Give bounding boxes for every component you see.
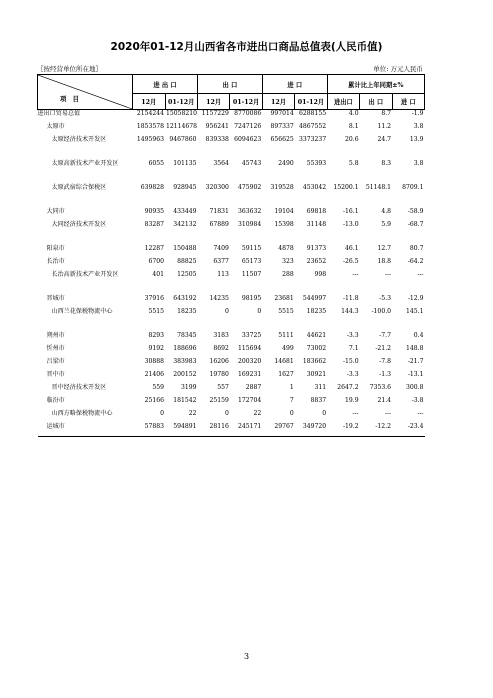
table-cell: 3564 (213, 160, 229, 167)
table-cell: 23681 (274, 295, 294, 302)
table-cell: 29767 (262, 423, 294, 437)
table-row (38, 160, 425, 184)
table-cell: 656625 (270, 136, 294, 143)
row-label: 太原经济技术开发区 (51, 136, 107, 143)
table-cell: 6094623 (234, 136, 262, 143)
table-cell: --- (384, 410, 392, 417)
table-cell: 188696 (173, 345, 197, 352)
table-cell: 323 (282, 258, 294, 265)
table-cell: 8709.1 (402, 184, 424, 191)
table-cell: 1627 (278, 371, 294, 378)
table-cell: 310984 (238, 221, 262, 228)
table-cell: 5.9 (381, 221, 392, 228)
table-cell: 57883 (133, 423, 165, 437)
table-cell: 3.8 (413, 160, 424, 167)
table-cell: 0 (289, 410, 294, 417)
table-row (38, 184, 425, 208)
table-cell: -19.2 (327, 423, 359, 437)
table-cell: 245171 (230, 423, 262, 437)
table-cell: 0 (322, 410, 327, 417)
export-ytd-header: 01-12月 (230, 94, 262, 110)
import-month-header: 12月 (262, 94, 294, 110)
table-cell: 169231 (238, 371, 262, 378)
table-cell: -64.2 (407, 258, 424, 265)
table-cell: 288 (282, 271, 294, 278)
table-cell: 12114678 (166, 123, 198, 130)
table-cell: 544997 (302, 295, 327, 302)
table-cell: 88825 (177, 258, 197, 265)
table-row (38, 423, 425, 437)
table-cell: 499 (282, 345, 294, 352)
row-label: 阳泉市 (46, 245, 65, 252)
table-cell: 8770086 (234, 110, 262, 117)
table-cell: -1.3 (379, 371, 392, 378)
table-cell: 839338 (205, 136, 229, 143)
table-cell: 342132 (173, 221, 197, 228)
table-cell: 897337 (270, 123, 294, 130)
diagonal-line-icon (38, 75, 132, 109)
table-cell: 1853578 (136, 123, 165, 130)
table-cell: 5515 (278, 308, 294, 315)
table-cell: 319528 (270, 184, 294, 191)
table-cell: 19780 (209, 371, 229, 378)
table-cell: 6377 (213, 258, 229, 265)
table-cell: 0.4 (413, 332, 424, 339)
total-group-header: 进 出 口 (133, 75, 198, 94)
table-cell: 5515 (148, 308, 165, 315)
table-cell: 83287 (144, 221, 165, 228)
table-cell: 19.9 (345, 397, 359, 404)
table-cell: 14681 (274, 358, 294, 365)
table-cell: 11.2 (377, 123, 392, 130)
table-row (38, 410, 425, 423)
table-cell: -3.8 (411, 397, 424, 404)
table-cell: 4.8 (381, 208, 392, 215)
table-cell: 69818 (306, 208, 327, 215)
table-row (38, 258, 425, 271)
table-cell: -26.5 (342, 258, 359, 265)
item-header (38, 75, 133, 110)
row-label: 太原市 (46, 123, 65, 130)
growth-group-header: 累计比上年同期±% (327, 75, 424, 94)
growth-import-header: 进 口 (392, 94, 424, 110)
row-label: 朔州市 (46, 332, 65, 339)
growth-total-header: 进出口 (327, 94, 359, 110)
table-cell: 1 (289, 384, 294, 391)
row-label: 晋城市 (46, 295, 65, 302)
table-cell: 2887 (245, 384, 262, 391)
table-cell: --- (352, 271, 359, 278)
table-cell: 639828 (140, 184, 165, 191)
table-cell: 7 (289, 397, 294, 404)
table-cell: -11.8 (342, 295, 359, 302)
table-cell: --- (384, 271, 392, 278)
table-cell: 956241 (205, 123, 229, 130)
table-cell: 12287 (144, 245, 165, 252)
table-row (38, 358, 425, 371)
trade-table (37, 74, 425, 437)
table-cell: 311 (314, 384, 327, 391)
growth-export-header: 出 口 (360, 94, 392, 110)
table-cell: 30888 (144, 358, 165, 365)
table-cell: 4867552 (299, 123, 327, 130)
table-cell: 8837 (310, 397, 327, 404)
row-label: 进出口贸易总值 (37, 110, 81, 117)
table-cell: 20.6 (345, 136, 359, 143)
table-cell: -1.9 (411, 110, 424, 117)
table-cell: 0 (160, 410, 165, 417)
table-cell: 8.1 (348, 123, 359, 130)
table-row (38, 332, 425, 345)
table-cell: 28116 (197, 423, 229, 437)
unit-note: 单位: 万元人民币 (373, 65, 423, 73)
row-label: 太原武宿综合保税区 (51, 184, 107, 191)
table-cell: 145.1 (406, 308, 424, 315)
table-cell: 475902 (238, 184, 262, 191)
page-number: 3 (243, 652, 250, 661)
table-cell: 453042 (302, 184, 327, 191)
table-cell: 51148.1 (365, 184, 392, 191)
table-cell: 320300 (205, 184, 229, 191)
import-group-header: 进 口 (262, 75, 327, 94)
table-row (38, 110, 425, 124)
table-cell: -16.1 (342, 208, 359, 215)
table-cell: 18.8 (377, 258, 392, 265)
table-row (38, 221, 425, 245)
table-cell: 78345 (177, 332, 197, 339)
table-cell: 7353.6 (369, 384, 392, 391)
table-cell: 31148 (306, 221, 327, 228)
table-cell: 928945 (173, 184, 197, 191)
row-label: 临汾市 (46, 397, 65, 404)
table-row (38, 123, 425, 136)
table-cell: 557 (217, 384, 229, 391)
table-cell: 37916 (144, 295, 165, 302)
table-cell: 594891 (165, 423, 197, 437)
table-cell: 30921 (306, 371, 327, 378)
total-month-header: 12月 (133, 94, 165, 110)
table-cell: 349720 (295, 423, 327, 437)
basis-note: 〖按经营单位所在地〗 (37, 65, 102, 73)
page-title: 2020年01-12月山西省各市进出口商品总值表(人民币值) (110, 41, 383, 53)
table-row (38, 208, 425, 221)
table-cell: 12505 (177, 271, 197, 278)
table-cell: 67889 (209, 221, 229, 228)
export-month-header: 12月 (197, 94, 229, 110)
table-cell: 65173 (241, 258, 262, 265)
table-cell: 5.8 (348, 160, 359, 167)
total-ytd-header: 01-12月 (165, 94, 197, 110)
table-cell: -12.2 (360, 423, 392, 437)
table-cell: 6288155 (299, 110, 327, 117)
row-label: 长治高新技术产业开发区 (51, 271, 119, 278)
table-cell: 45743 (241, 160, 262, 167)
table-cell: --- (417, 410, 424, 417)
table-cell: 0 (224, 308, 229, 315)
table-cell: 44621 (306, 332, 327, 339)
table-cell: -12.9 (407, 295, 424, 302)
table-cell: 6700 (148, 258, 165, 265)
table-row (38, 384, 425, 397)
table-cell: 0 (224, 410, 229, 417)
table-cell: 9467860 (169, 136, 197, 143)
table-cell: -58.9 (407, 208, 424, 215)
table-cell: 7409 (213, 245, 229, 252)
table-cell: 71831 (209, 208, 229, 215)
table-row (38, 136, 425, 160)
row-label: 长治市 (46, 258, 65, 265)
table-cell: 3199 (180, 384, 197, 391)
table-cell: -5.3 (379, 295, 392, 302)
table-cell: 643192 (173, 295, 197, 302)
table-cell: 90935 (144, 208, 165, 215)
table-row (38, 245, 425, 258)
table-cell: -13.1 (407, 371, 424, 378)
table-cell: 8692 (213, 345, 229, 352)
table-cell: 113 (217, 271, 229, 278)
table-cell: 7247126 (234, 123, 262, 130)
table-cell: 15398 (274, 221, 294, 228)
table-cell: 46.1 (345, 245, 359, 252)
table-cell: 7.1 (348, 345, 359, 352)
import-ytd-header: 01-12月 (295, 94, 327, 110)
table-cell: -68.7 (407, 221, 424, 228)
export-group-header: 出 口 (197, 75, 262, 94)
table-cell: 25166 (144, 397, 165, 404)
table-row (38, 397, 425, 410)
table-cell: 433449 (173, 208, 197, 215)
table-cell: 15058210 (166, 110, 198, 117)
table-row (38, 295, 425, 308)
table-cell: 2647.2 (337, 384, 359, 391)
table-cell: 8293 (148, 332, 165, 339)
table-cell: 16206 (209, 358, 229, 365)
table-cell: 200152 (173, 371, 197, 378)
table-cell: 1157229 (201, 110, 229, 117)
table-cell: 363632 (238, 208, 262, 215)
row-label: 山西兰花保税物流中心 (51, 308, 113, 315)
table-cell: 3183 (213, 332, 229, 339)
table-cell: 997014 (270, 110, 294, 117)
row-label: 运城市 (38, 423, 133, 437)
table-row (38, 271, 425, 295)
row-label: 太原高新技术产业开发区 (51, 160, 119, 167)
table-cell: 383983 (173, 358, 197, 365)
table-cell: 2490 (278, 160, 294, 167)
table-cell: 6055 (148, 160, 165, 167)
table-cell: 91373 (306, 245, 327, 252)
table-cell: 98195 (241, 295, 262, 302)
table-cell: 15200.1 (333, 184, 359, 191)
table-cell: 115694 (238, 345, 262, 352)
table-cell: 401 (152, 271, 165, 278)
table-cell: 21.4 (377, 397, 392, 404)
table-cell: 150488 (173, 245, 197, 252)
table-cell: 998 (314, 271, 327, 278)
table-cell: 80.7 (409, 245, 424, 252)
table-cell: 1495963 (136, 136, 165, 143)
table-cell: -21.2 (375, 345, 392, 352)
table-cell: -13.0 (342, 221, 359, 228)
row-label: 大同市 (46, 208, 65, 215)
table-cell: 148.8 (406, 345, 424, 352)
table-body (38, 110, 425, 437)
table-cell: -7.7 (379, 332, 392, 339)
table-cell: 172704 (238, 397, 262, 404)
table-cell: 55393 (306, 160, 327, 167)
table-cell: -7.8 (379, 358, 392, 365)
row-label: 晋中经济技术开发区 (51, 384, 107, 391)
table-cell: -3.3 (346, 332, 359, 339)
table-cell: 59115 (241, 245, 262, 252)
table-cell: 19104 (274, 208, 294, 215)
table-cell: -21.7 (407, 358, 424, 365)
table-cell: 24.7 (377, 136, 392, 143)
table-row (38, 371, 425, 384)
table-cell: 9192 (148, 345, 165, 352)
table-cell: --- (352, 410, 359, 417)
table-cell: 8.3 (381, 160, 392, 167)
table-cell: 3373237 (299, 136, 327, 143)
table-cell: --- (417, 271, 424, 278)
table-cell: 11507 (241, 271, 262, 278)
table-cell: 33725 (241, 332, 262, 339)
table-cell: 22 (253, 410, 262, 417)
table-cell: 2154244 (136, 110, 165, 117)
table-cell: 5111 (278, 332, 294, 339)
table-row (38, 308, 425, 332)
table-cell: 18235 (177, 308, 197, 315)
table-cell: -100.0 (371, 308, 392, 315)
table-cell: 4878 (278, 245, 294, 252)
table-cell: -3.3 (346, 371, 359, 378)
table-cell: 23652 (306, 258, 327, 265)
table-cell: 18235 (306, 308, 327, 315)
table-cell: 21406 (144, 371, 165, 378)
table-cell: 559 (152, 384, 165, 391)
table-cell: 0 (257, 308, 262, 315)
table-cell: -23.4 (392, 423, 424, 437)
table-cell: 4.0 (348, 110, 359, 117)
row-label: 晋中市 (46, 371, 65, 378)
table-cell: 101135 (173, 160, 197, 167)
item-header-label: 项 目 (60, 96, 79, 103)
table-cell: 12.7 (377, 245, 392, 252)
table-cell: 144.3 (341, 308, 359, 315)
table-cell: 300.8 (406, 384, 424, 391)
row-label: 吕梁市 (46, 358, 65, 365)
table-cell: 13.9 (409, 136, 424, 143)
table-cell: 183662 (302, 358, 327, 365)
table-cell: -15.0 (342, 358, 359, 365)
table-cell: 22 (188, 410, 197, 417)
table-cell: 25159 (209, 397, 229, 404)
table-cell: 73002 (306, 345, 327, 352)
row-label: 忻州市 (46, 345, 65, 352)
row-label: 山西方略保税物流中心 (51, 410, 113, 417)
table-cell: 200320 (238, 358, 262, 365)
table-cell: 8.7 (381, 110, 392, 117)
table-cell: 3.8 (413, 123, 424, 130)
table-row (38, 345, 425, 358)
table-cell: 14235 (209, 295, 229, 302)
table-cell: 181542 (173, 397, 197, 404)
row-label: 大同经济技术开发区 (51, 221, 107, 228)
